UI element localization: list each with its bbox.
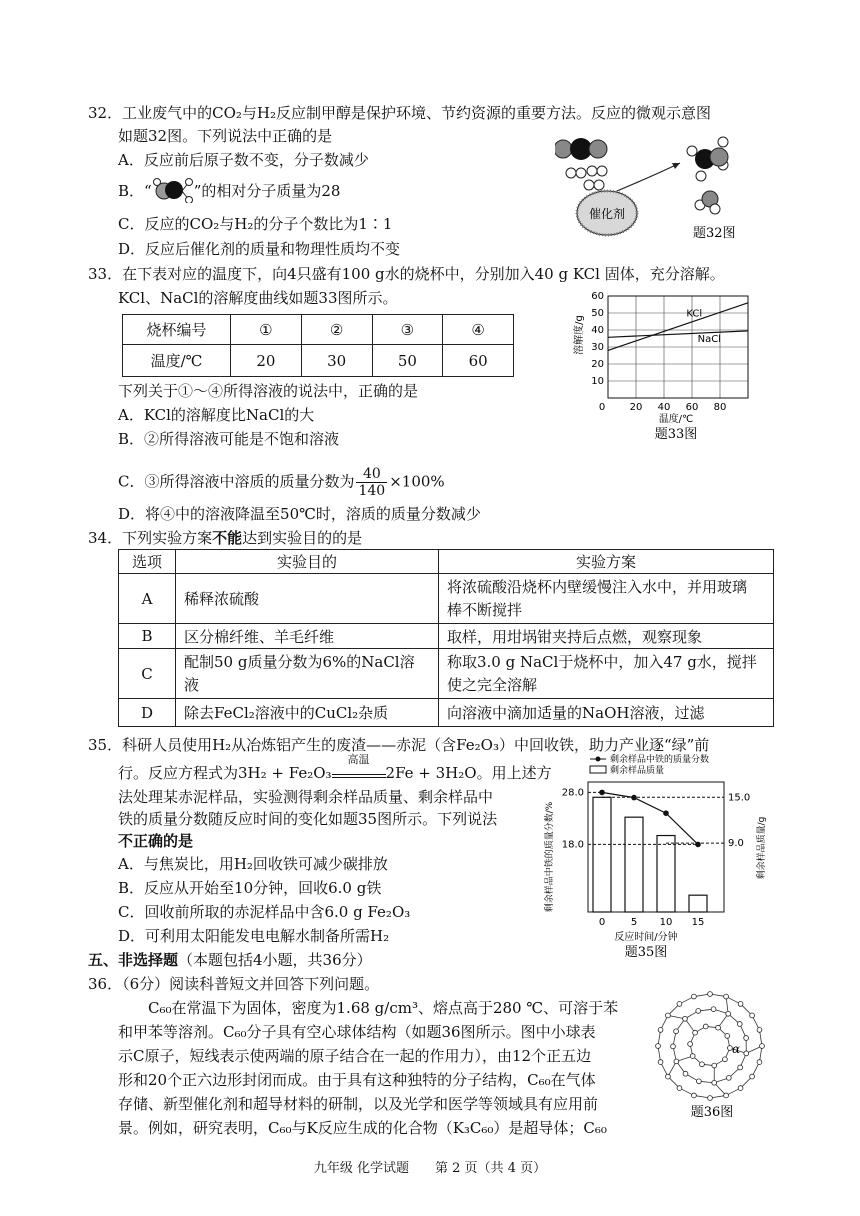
figure-36-caption: 题36图 xyxy=(690,1105,734,1120)
co-molecule-icon xyxy=(152,181,194,203)
table-cell: ③ xyxy=(372,315,443,345)
chart33-ylabel: 溶解度/g xyxy=(574,315,585,355)
table-cell: 30 xyxy=(301,345,372,377)
carbon-atom xyxy=(666,1074,671,1079)
q36-paragraph-line: 存储、新型催化剂和超导材料的研制，以及光学和医学等领域具有应用前 xyxy=(118,1095,599,1113)
mass-bar xyxy=(689,895,707,912)
carbon-atom xyxy=(683,1016,688,1021)
carbon-atom xyxy=(656,1044,661,1049)
q35-line5: 不正确的是 xyxy=(118,832,194,850)
table-cell: ① xyxy=(231,315,302,345)
carbon-atom xyxy=(712,1080,717,1085)
q32-option-b-pre: B．“ xyxy=(118,182,152,200)
q36-paragraph-line: 景。例如，研究表明，C₆₀与K反应生成的化合物（K₃C₆₀）是超导体；C₆₀ xyxy=(118,1119,607,1137)
figure-32-caption: 题32图 xyxy=(693,226,736,241)
fe-fraction-point xyxy=(631,795,637,801)
q32-option-c: C．反应的CO₂与H₂的分子个数比为1∶1 xyxy=(118,215,393,233)
q33-stem: 下列关于①～④所得溶液的说法中，正确的是 xyxy=(118,382,419,400)
carbon-atom xyxy=(724,994,729,999)
carbon-atom xyxy=(712,1063,717,1068)
x-tick-label: 60 xyxy=(685,402,699,413)
x-tick-label: 40 xyxy=(657,402,671,413)
table-row xyxy=(119,624,774,649)
carbon-atom xyxy=(744,1036,749,1041)
mass-bar xyxy=(593,797,611,912)
series-label: KCl xyxy=(686,308,703,320)
q35-option-b: B．反应从开始至10分钟，回收6.0 g铁 xyxy=(118,879,382,897)
q34-experiment-table xyxy=(118,549,774,727)
carbon-atom xyxy=(738,1002,743,1007)
table-row xyxy=(119,649,774,699)
figure-36-c60-structure xyxy=(650,990,770,1120)
q32-line2: 如题32图。下列说法中正确的是 xyxy=(118,127,333,145)
fe-fraction-point xyxy=(599,790,605,796)
q33-option-a: A．KCl的溶解度比NaCl的大 xyxy=(118,406,315,424)
section-5-title: 五、非选择题 xyxy=(88,951,179,969)
y-tick-label: 30 xyxy=(591,342,604,353)
alpha-angle-label: α xyxy=(732,1042,741,1056)
section-5-note: （本题包括4小题，共36分） xyxy=(178,951,372,969)
table-cell-line: 将浓硫酸沿烧杯内壁缓慢注入水中，并用玻璃 xyxy=(447,577,748,596)
carbon-atom xyxy=(703,1024,708,1029)
table-cell: 除去FeCl₂溶液中的CuCl₂杂质 xyxy=(176,699,439,727)
q34-stem xyxy=(88,527,362,549)
carbon-atom xyxy=(690,1054,695,1059)
table-cell: D xyxy=(119,699,176,727)
fraction-numerator: 40 xyxy=(356,466,387,483)
carbon-atom xyxy=(666,1013,671,1018)
table-cell-line: 使之完全溶解 xyxy=(447,675,538,694)
carbon-atom xyxy=(677,1002,682,1007)
figure-33-solubility-chart xyxy=(572,288,767,448)
left-tick-label: 28.0 xyxy=(561,787,584,799)
carbon-atom xyxy=(696,1009,701,1014)
q35-line3: 法处理某赤泥样品，实验测得剩余样品质量、剩余样品中 xyxy=(118,788,494,806)
q33-option-c-post: ×100% xyxy=(389,472,445,491)
carbon-atom xyxy=(737,1022,742,1027)
q33-option-b: B．②所得溶液可能是不饱和溶液 xyxy=(118,430,340,448)
figure-32-reaction-diagram xyxy=(555,135,765,250)
q34-stem-pre: 34．下列实验方案 xyxy=(88,529,213,547)
table-cell: C xyxy=(119,649,176,699)
carbon-atom xyxy=(671,1044,676,1049)
carbon-atom xyxy=(760,1044,765,1049)
series-label: NaCl xyxy=(697,333,721,345)
mass-bar xyxy=(625,817,643,912)
carbon-atom xyxy=(711,1007,716,1012)
q35-line4: 铁的质量分数随反应时间的变化如题35图所示。下列说法 xyxy=(118,810,498,828)
chart33-xlabel: 温度/℃ xyxy=(658,414,694,425)
carbon-atom xyxy=(750,1013,755,1018)
carbon-atom xyxy=(724,1093,729,1098)
q36-paragraph-line: 示C原子，短线表示使两端的原子结合在一起的作用力），由12个正五边 xyxy=(118,1047,592,1065)
q33-option-c xyxy=(118,466,445,499)
section-5-heading xyxy=(88,949,372,971)
legend-label: 剩余样品质量 xyxy=(610,766,665,776)
q36-paragraph-line: 和甲苯等溶剂。C₆₀分子具有空心球体结构（如题36图所示。图中小球表 xyxy=(118,1023,596,1041)
legend-dot-marker xyxy=(596,757,601,762)
q33-option-d: D．将④中的溶液降温至50℃时，溶质的质量分数减少 xyxy=(118,505,481,523)
reaction-condition xyxy=(332,753,386,778)
table-cell: ④ xyxy=(443,315,514,345)
y-tick-label: 60 xyxy=(591,291,604,302)
right-tick-label: 9.0 xyxy=(728,838,744,850)
table-cell: A xyxy=(119,574,176,624)
left-tick-label: 18.0 xyxy=(561,839,584,851)
q34-stem-post: 达到实验目的的是 xyxy=(242,529,363,547)
x-tick-label: 20 xyxy=(629,402,643,413)
x-tick-label: 80 xyxy=(713,402,727,413)
carbon-atom xyxy=(757,1028,762,1033)
fe-fraction-point xyxy=(695,842,701,848)
right-tick-label: 15.0 xyxy=(728,792,751,804)
table-cell: 温度/℃ xyxy=(123,345,231,377)
mass-bar xyxy=(657,836,675,912)
series-line-nacl xyxy=(608,331,748,337)
carbon-atom xyxy=(757,1060,762,1065)
table-cell: 稀释浓硫酸 xyxy=(176,574,439,624)
table-cell: 20 xyxy=(231,345,302,377)
figure-33-caption: 题33图 xyxy=(654,427,698,442)
q35-option-a: A．与焦炭比，用H₂回收铁可减少碳排放 xyxy=(118,855,388,873)
y-tick-label: 20 xyxy=(591,359,604,370)
carbon-atom xyxy=(725,1034,730,1039)
table-header: 选项 xyxy=(119,550,176,574)
y-tick-label: 50 xyxy=(591,308,604,319)
y-tick-label: 10 xyxy=(591,376,604,387)
table-cell: 50 xyxy=(372,345,443,377)
q36-paragraph-line: 形和20个正六边形封闭而成。由于具有这种独特的分子结构，C₆₀在气体 xyxy=(118,1071,596,1089)
carbon-atom xyxy=(658,1060,663,1065)
table-cell-line: 配制50 g质量分数为6%的NaCl溶 xyxy=(184,652,415,671)
table-cell: ② xyxy=(301,315,372,345)
q35-line2-post: 2Fe + 3H₂O。用上述方 xyxy=(385,764,552,782)
q32-option-a: A．反应前后原子数不变，分子数减少 xyxy=(118,151,369,169)
fraction xyxy=(356,466,387,499)
fe-fraction-line xyxy=(602,792,698,844)
q36-paragraph-line: C₆₀在常温下为固体，密度为1.68 g/cm³、熔点高于280 ℃、可溶于苯 xyxy=(148,999,619,1017)
carbon-atom xyxy=(750,1074,755,1079)
table-cell: 烧杯编号 xyxy=(123,315,231,345)
chart35-ylabel-left: 剩余样品中铁的质量分数/% xyxy=(545,801,555,913)
figure-35-caption: 题35图 xyxy=(624,945,668,960)
table-cell-line: 液 xyxy=(184,675,200,694)
table-cell-line: 棒不断搅拌 xyxy=(447,600,523,619)
table-cell xyxy=(439,649,774,699)
series-line-kcl xyxy=(608,303,748,351)
y-tick-label: 40 xyxy=(591,325,604,336)
q32-option-b-post: ”的相对分子质量为28 xyxy=(193,182,341,200)
table-cell: 60 xyxy=(443,345,514,377)
figure-35-chart xyxy=(538,752,778,962)
legend-label: 剩余样品中铁的质量分数 xyxy=(610,755,710,765)
q35-option-d: D．可利用太阳能发电电解水制备所需H₂ xyxy=(118,927,390,945)
x-tick-label: 15 xyxy=(691,917,705,928)
carbon-atom xyxy=(700,1062,705,1067)
q34-stem-emphasis: 不能 xyxy=(212,529,243,547)
carbon-atom xyxy=(683,1071,688,1076)
q32-option-b xyxy=(118,180,340,203)
reaction-condition-label: 高温 xyxy=(347,753,370,766)
q33-option-c-pre: C．③所得溶液中溶质的质量分数为 xyxy=(118,472,355,491)
chart35-ylabel-right: 剩余样品质量/g xyxy=(757,816,767,880)
table-cell: 取样，用坩埚钳夹持后点燃，观察现象 xyxy=(439,624,774,649)
table-header: 实验目的 xyxy=(176,550,439,574)
chart35-xlabel: 反应时间/分钟 xyxy=(614,932,678,943)
q33-temperature-table xyxy=(122,314,514,377)
table-row xyxy=(119,574,774,624)
q32-line1: 32．工业废气中的CO₂与H₂反应制甲醇是保护环境、节约资源的重要方法。反应的微观示意图 xyxy=(88,104,711,122)
x-tick-label: 10 xyxy=(659,917,673,928)
q32-option-d: D．反应后催化剂的质量和物理性质均不变 xyxy=(118,240,401,258)
carbon-atom xyxy=(726,1011,731,1016)
carbon-atom xyxy=(708,1096,713,1101)
carbon-atom xyxy=(674,1059,679,1064)
x-tick-label: 5 xyxy=(630,917,638,928)
q33-line1: 33．在下表对应的温度下，向4只盛有100 g水的烧杯中，分别加入40 g KCl 固体，充分溶解。 xyxy=(88,265,725,283)
carbon-atom xyxy=(726,1075,731,1080)
table-cell: 区分棉纤维、羊毛纤维 xyxy=(176,624,439,649)
table-cell: B xyxy=(119,624,176,649)
fraction-denominator: 140 xyxy=(358,483,386,499)
carbon-atom xyxy=(696,1079,701,1084)
table-cell xyxy=(439,574,774,624)
q35-line1: 35．科研人员使用H₂从冶炼铝产生的废渣——赤泥（含Fe₂O₃）中回收铁，助力产业逐“绿”前 xyxy=(88,736,710,754)
q35-option-c: C．回收前所取的赤泥样品中含6.0 g Fe₂O₃ xyxy=(118,903,411,921)
carbon-atom xyxy=(708,992,713,997)
carbon-atom xyxy=(658,1028,663,1033)
carbon-atom xyxy=(692,1093,697,1098)
q33-line2: KCl、NaCl的溶解度曲线如题33图所示。 xyxy=(118,289,398,307)
table-cell-line: 称取3.0 g NaCl于烧杯中，加入47 g水，搅拌 xyxy=(447,652,757,671)
q35-line2-pre: 行。反应方程式为3H₂ + Fe₂O₃ xyxy=(118,764,332,782)
carbon-atom xyxy=(738,1065,743,1070)
catalyst-label: 催化剂 xyxy=(588,207,626,221)
legend-bar-marker xyxy=(590,766,606,773)
carbon-atom xyxy=(688,1042,693,1047)
x-tick-label: 0 xyxy=(598,917,606,928)
q35-line2 xyxy=(118,753,552,784)
x-tick-label: 0 xyxy=(598,402,606,413)
carbon-atom xyxy=(692,994,697,999)
q36-line1: 36．（6分）阅读科普短文并回答下列问题。 xyxy=(88,975,380,993)
carbon-atom xyxy=(716,1025,721,1030)
table-header: 实验方案 xyxy=(439,550,774,574)
carbon-atom xyxy=(693,1030,698,1035)
table-cell xyxy=(176,649,439,699)
table-row xyxy=(119,699,774,727)
page-footer: 九年级 化学试题 第 2 页（共 4 页） xyxy=(313,1161,547,1176)
carbon-atom xyxy=(677,1086,682,1091)
fe-fraction-point xyxy=(663,810,669,816)
carbon-atom xyxy=(744,1051,749,1056)
carbon-atom xyxy=(738,1086,743,1091)
carbon-atom xyxy=(674,1029,679,1034)
carbon-atom xyxy=(723,1057,728,1062)
table-cell: 向溶液中滴加适量的NaOH溶液，过滤 xyxy=(439,699,774,727)
